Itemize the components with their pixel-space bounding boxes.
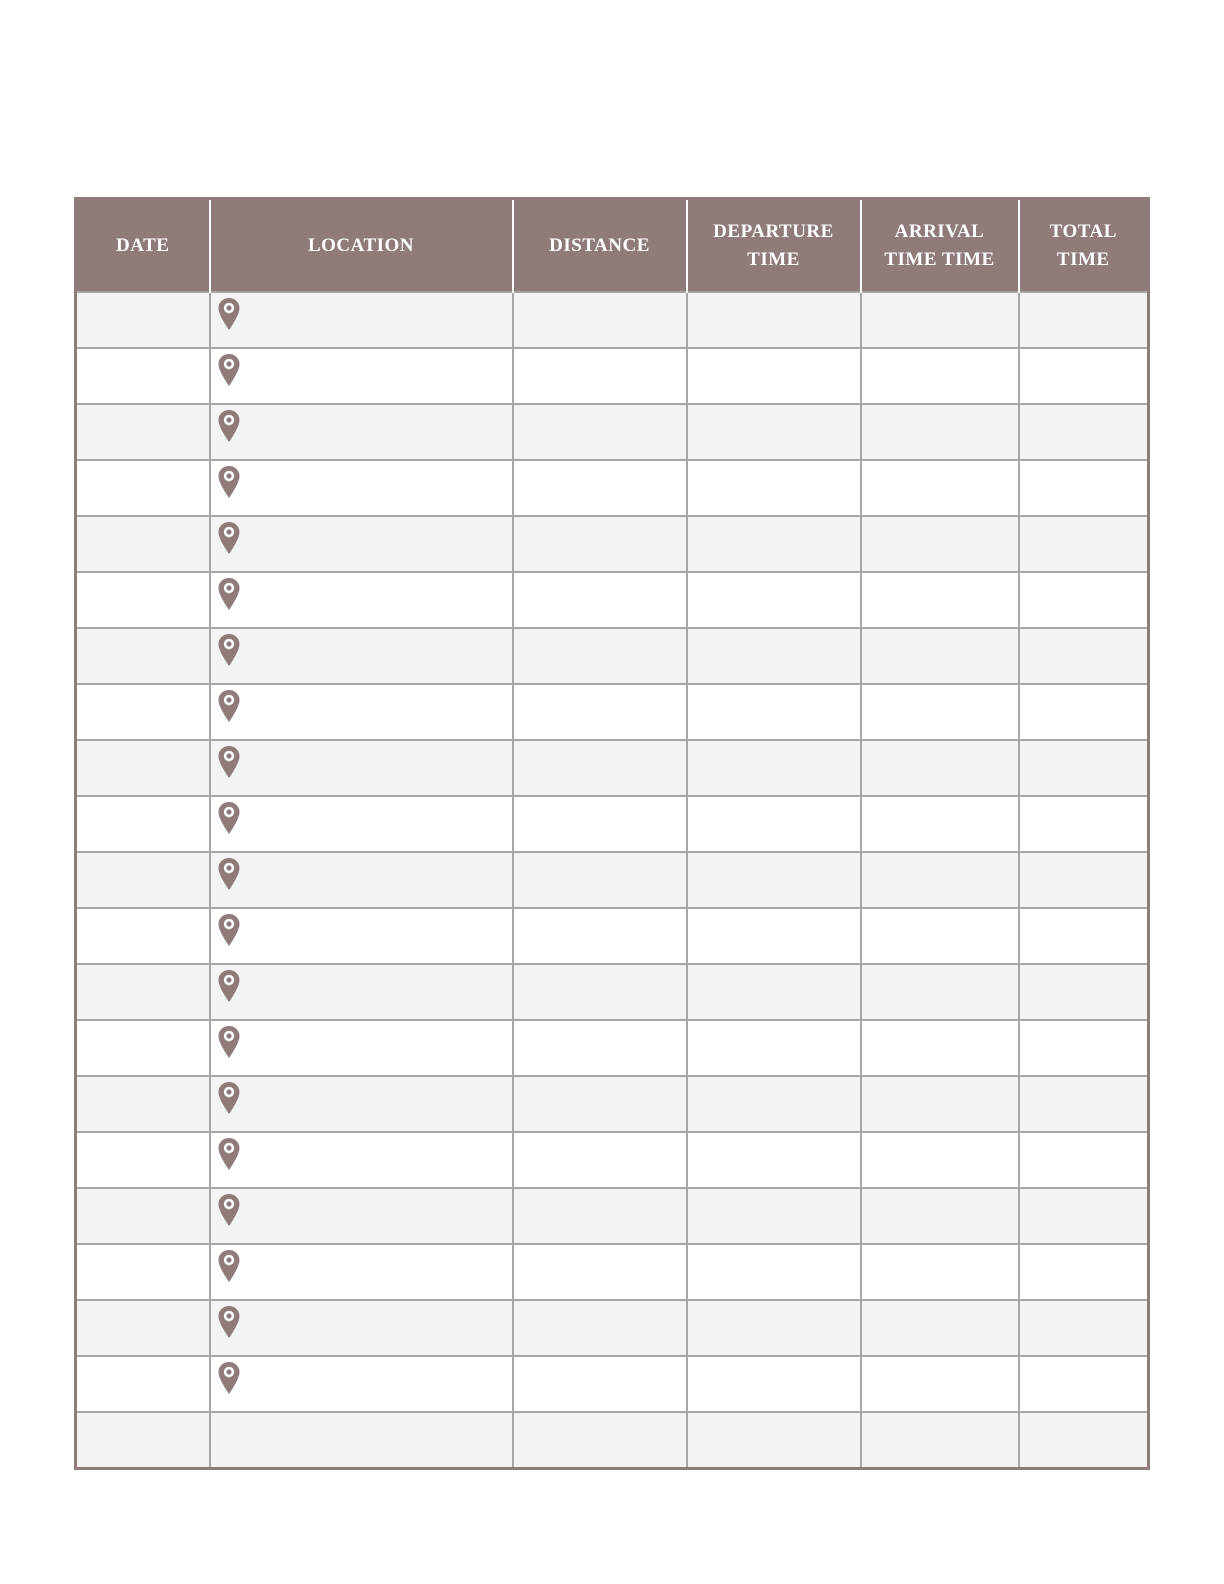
location-pin-icon <box>217 1249 241 1283</box>
table-row <box>76 1300 1149 1356</box>
arrival-time-cell[interactable] <box>861 1020 1019 1076</box>
location-cell[interactable] <box>210 1356 513 1412</box>
departure-time-cell[interactable] <box>687 460 861 516</box>
location-cell[interactable] <box>210 348 513 404</box>
table-row <box>76 1132 1149 1188</box>
distance-cell[interactable] <box>513 1076 687 1132</box>
table-row <box>76 1076 1149 1132</box>
location-pin-icon <box>217 1193 241 1227</box>
table-row <box>76 348 1149 404</box>
distance-cell[interactable] <box>513 740 687 796</box>
date-cell[interactable] <box>76 460 210 516</box>
total-time-cell[interactable] <box>1019 1132 1149 1188</box>
departure-time-cell[interactable] <box>687 1356 861 1412</box>
distance-cell[interactable] <box>513 1244 687 1300</box>
date-cell[interactable] <box>76 1132 210 1188</box>
departure-time-cell[interactable] <box>687 964 861 1020</box>
distance-cell[interactable] <box>513 1132 687 1188</box>
location-pin-icon <box>217 1305 241 1339</box>
table-row <box>76 740 1149 796</box>
location-cell[interactable] <box>210 908 513 964</box>
date-cell[interactable] <box>76 516 210 572</box>
total-time-cell[interactable] <box>1019 628 1149 684</box>
departure-time-cell[interactable] <box>687 1300 861 1356</box>
table-row <box>76 292 1149 348</box>
total-time-cell[interactable] <box>1019 964 1149 1020</box>
arrival-time-cell[interactable] <box>861 292 1019 348</box>
date-cell[interactable] <box>76 348 210 404</box>
total-time-cell[interactable] <box>1019 1076 1149 1132</box>
location-cell[interactable] <box>210 1132 513 1188</box>
arrival-time-cell[interactable] <box>861 1132 1019 1188</box>
table-row <box>76 964 1149 1020</box>
distance-cell[interactable] <box>513 1020 687 1076</box>
date-cell[interactable] <box>76 684 210 740</box>
departure-time-cell[interactable] <box>687 1020 861 1076</box>
location-pin-icon <box>217 913 241 947</box>
table-row <box>76 908 1149 964</box>
departure-time-cell[interactable] <box>687 908 861 964</box>
distance-cell[interactable] <box>513 1356 687 1412</box>
table-row <box>76 852 1149 908</box>
departure-time-cell[interactable] <box>687 628 861 684</box>
location-cell[interactable] <box>210 1020 513 1076</box>
distance-cell[interactable] <box>513 628 687 684</box>
location-cell[interactable] <box>210 460 513 516</box>
total-time-cell[interactable] <box>1019 1244 1149 1300</box>
table-header <box>76 199 1149 293</box>
header-distance: DISTANCE <box>513 199 687 293</box>
arrival-time-cell[interactable] <box>861 740 1019 796</box>
arrival-time-cell[interactable] <box>861 1076 1019 1132</box>
location-cell[interactable] <box>210 964 513 1020</box>
departure-time-cell[interactable] <box>687 516 861 572</box>
header-date: DATE <box>76 199 210 293</box>
date-cell[interactable] <box>76 1356 210 1412</box>
location-pin-icon <box>217 801 241 835</box>
distance-cell[interactable] <box>513 908 687 964</box>
location-cell[interactable] <box>210 740 513 796</box>
location-cell[interactable] <box>210 404 513 460</box>
table-row <box>76 404 1149 460</box>
departure-time-cell[interactable] <box>687 1188 861 1244</box>
date-cell[interactable] <box>76 1412 210 1469</box>
arrival-time-cell[interactable] <box>861 964 1019 1020</box>
arrival-time-cell[interactable] <box>861 1356 1019 1412</box>
total-time-cell[interactable] <box>1019 348 1149 404</box>
location-cell[interactable] <box>210 292 513 348</box>
location-cell[interactable] <box>210 852 513 908</box>
departure-time-cell[interactable] <box>687 1132 861 1188</box>
travel-log-table <box>74 197 1150 1470</box>
date-cell[interactable] <box>76 404 210 460</box>
location-pin-icon <box>217 1081 241 1115</box>
arrival-time-cell[interactable] <box>861 796 1019 852</box>
departure-time-cell[interactable] <box>687 1076 861 1132</box>
total-time-cell[interactable] <box>1019 1188 1149 1244</box>
distance-cell[interactable] <box>513 460 687 516</box>
location-pin-icon <box>217 297 241 331</box>
location-cell[interactable] <box>210 1188 513 1244</box>
arrival-time-cell[interactable] <box>861 460 1019 516</box>
location-pin-icon <box>217 1137 241 1171</box>
location-pin-icon <box>217 353 241 387</box>
date-cell[interactable] <box>76 1020 210 1076</box>
arrival-time-cell[interactable] <box>861 572 1019 628</box>
arrival-time-cell[interactable] <box>861 516 1019 572</box>
arrival-time-cell[interactable] <box>861 1188 1019 1244</box>
arrival-time-cell[interactable] <box>861 684 1019 740</box>
distance-cell[interactable] <box>513 516 687 572</box>
departure-time-cell[interactable] <box>687 1244 861 1300</box>
location-cell[interactable] <box>210 684 513 740</box>
arrival-time-cell[interactable] <box>861 908 1019 964</box>
arrival-time-cell[interactable] <box>861 852 1019 908</box>
location-pin-icon <box>217 969 241 1003</box>
table-row <box>76 628 1149 684</box>
departure-time-cell[interactable] <box>687 572 861 628</box>
location-cell[interactable] <box>210 572 513 628</box>
total-time-cell[interactable] <box>1019 1020 1149 1076</box>
departure-time-cell[interactable] <box>687 740 861 796</box>
distance-cell[interactable] <box>513 404 687 460</box>
departure-time-cell[interactable] <box>687 852 861 908</box>
distance-cell[interactable] <box>513 852 687 908</box>
distance-cell[interactable] <box>513 572 687 628</box>
location-pin-icon <box>217 409 241 443</box>
location-pin-icon <box>217 633 241 667</box>
location-cell[interactable] <box>210 1244 513 1300</box>
table-row <box>76 572 1149 628</box>
total-time-cell[interactable] <box>1019 1300 1149 1356</box>
date-cell[interactable] <box>76 1300 210 1356</box>
table-row <box>76 1188 1149 1244</box>
location-pin-icon <box>217 857 241 891</box>
distance-cell[interactable] <box>513 964 687 1020</box>
total-time-cell[interactable] <box>1019 516 1149 572</box>
distance-cell[interactable] <box>513 348 687 404</box>
date-cell[interactable] <box>76 964 210 1020</box>
header-row <box>76 199 1149 293</box>
date-cell[interactable] <box>76 572 210 628</box>
date-cell[interactable] <box>76 292 210 348</box>
date-cell[interactable] <box>76 796 210 852</box>
arrival-time-cell[interactable] <box>861 628 1019 684</box>
distance-cell[interactable] <box>513 1412 687 1469</box>
total-time-cell[interactable] <box>1019 1412 1149 1469</box>
header-total-time: TOTAL TIME <box>1019 199 1149 293</box>
distance-cell[interactable] <box>513 1188 687 1244</box>
date-cell[interactable] <box>76 1076 210 1132</box>
date-cell[interactable] <box>76 852 210 908</box>
table-row <box>76 796 1149 852</box>
location-pin-icon <box>217 521 241 555</box>
arrival-time-cell[interactable] <box>861 404 1019 460</box>
departure-time-cell[interactable] <box>687 796 861 852</box>
date-cell[interactable] <box>76 1244 210 1300</box>
date-cell[interactable] <box>76 908 210 964</box>
arrival-time-cell[interactable] <box>861 1300 1019 1356</box>
distance-cell[interactable] <box>513 796 687 852</box>
distance-cell[interactable] <box>513 684 687 740</box>
table-row <box>76 1244 1149 1300</box>
date-cell[interactable] <box>76 740 210 796</box>
location-cell[interactable] <box>210 1412 513 1469</box>
table-row <box>76 1020 1149 1076</box>
date-cell[interactable] <box>76 628 210 684</box>
table-row <box>76 1412 1149 1469</box>
total-time-cell[interactable] <box>1019 460 1149 516</box>
total-time-cell[interactable] <box>1019 740 1149 796</box>
total-time-cell[interactable] <box>1019 852 1149 908</box>
table-row <box>76 460 1149 516</box>
location-pin-icon <box>217 465 241 499</box>
table-row <box>76 516 1149 572</box>
total-time-cell[interactable] <box>1019 684 1149 740</box>
location-pin-icon <box>217 1025 241 1059</box>
header-arrival-time: ARRIVAL TIME TIME <box>861 199 1019 293</box>
departure-time-cell[interactable] <box>687 404 861 460</box>
total-time-cell[interactable] <box>1019 292 1149 348</box>
table-body <box>76 292 1149 1469</box>
total-time-cell[interactable] <box>1019 572 1149 628</box>
date-cell[interactable] <box>76 1188 210 1244</box>
arrival-time-cell[interactable] <box>861 1412 1019 1469</box>
arrival-time-cell[interactable] <box>861 1244 1019 1300</box>
distance-cell[interactable] <box>513 1300 687 1356</box>
header-departure-time: DEPARTURE TIME <box>687 199 861 293</box>
departure-time-cell[interactable] <box>687 348 861 404</box>
location-cell[interactable] <box>210 796 513 852</box>
departure-time-cell[interactable] <box>687 1412 861 1469</box>
location-cell[interactable] <box>210 628 513 684</box>
total-time-cell[interactable] <box>1019 908 1149 964</box>
departure-time-cell[interactable] <box>687 684 861 740</box>
header-location: LOCATION <box>210 199 513 293</box>
arrival-time-cell[interactable] <box>861 348 1019 404</box>
location-pin-icon <box>217 745 241 779</box>
departure-time-cell[interactable] <box>687 292 861 348</box>
total-time-cell[interactable] <box>1019 1356 1149 1412</box>
location-cell[interactable] <box>210 516 513 572</box>
location-pin-icon <box>217 689 241 723</box>
total-time-cell[interactable] <box>1019 404 1149 460</box>
location-cell[interactable] <box>210 1300 513 1356</box>
table-row <box>76 1356 1149 1412</box>
location-pin-icon <box>217 577 241 611</box>
location-cell[interactable] <box>210 1076 513 1132</box>
total-time-cell[interactable] <box>1019 796 1149 852</box>
distance-cell[interactable] <box>513 292 687 348</box>
location-pin-icon <box>217 1361 241 1395</box>
table-row <box>76 684 1149 740</box>
